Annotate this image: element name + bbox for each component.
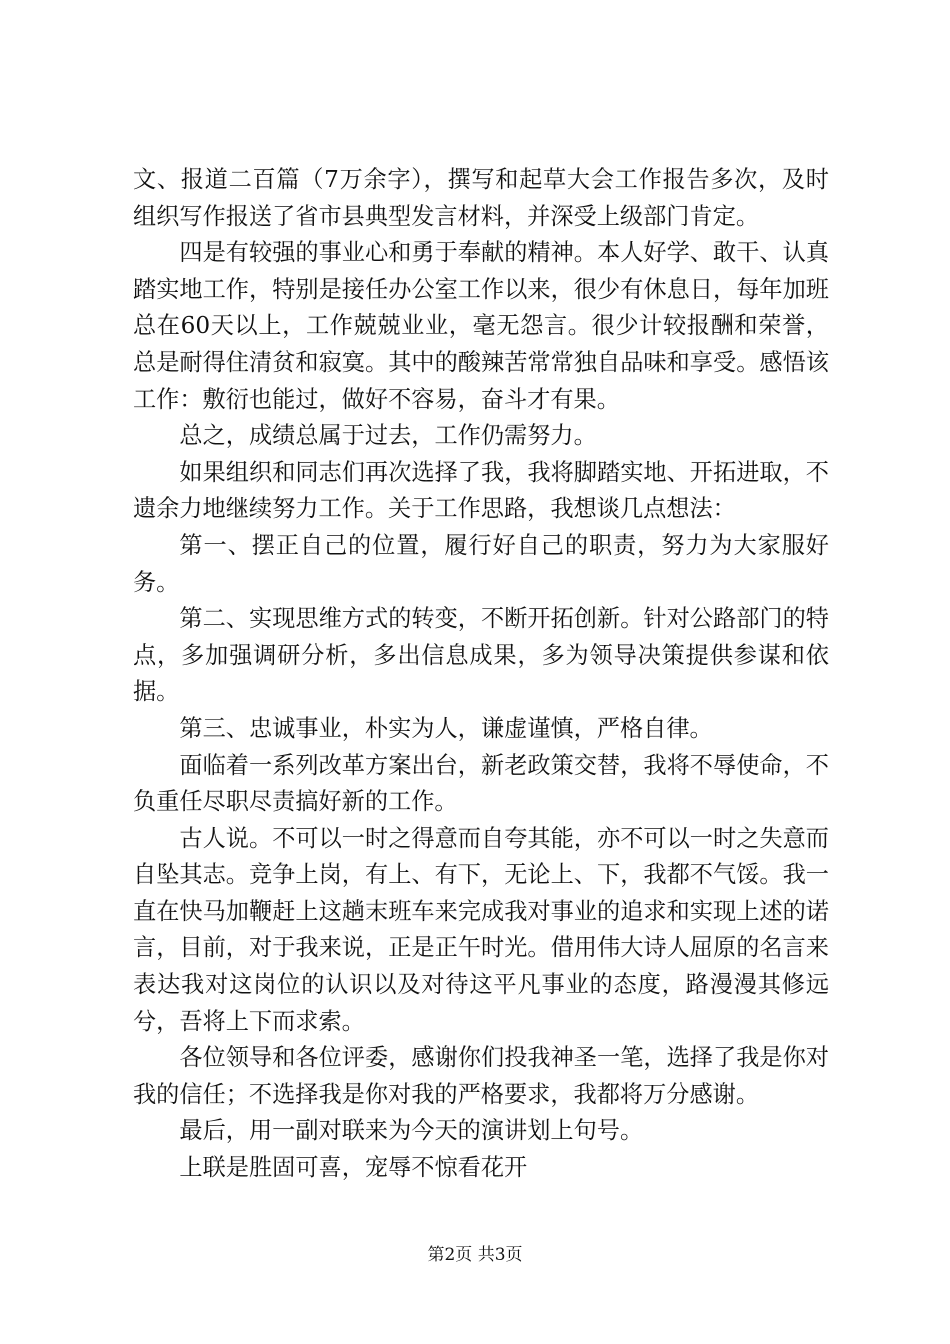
paragraph-ancient-saying: 古人说。不可以一时之得意而自夸其能，亦不可以一时之失意而自坠其志。竞争上岗，有上、有下，无论上、下，我都不气馁。我一直在快马加鞭赶上这趟末班车来完成我对事业的追求和实现上述的诺言，目前，对于我来说，正是正午时光。借用伟大诗人屈原的名言来表达我对这岗位的认识以及对待这平凡事业的态度，路漫漫其修远兮，吾将上下而求索。 (133, 824, 829, 1035)
paragraph-couplet: 上联是胜固可喜，宠辱不惊看花开 (179, 1154, 528, 1182)
paragraph-dedication: 四是有较强的事业心和勇于奉献的精神。本人好学、敢干、认真踏实地工作，特别是接任办公室工作以来，很少有休息日，每年加班总在60天以上，工作兢兢业业，毫无怨言。很少计较报酬和荣誉，总是耐得住清贫和寂寞。其中的酸辣苦常常独自品味和享受。感悟该工作：敷衍也能过，做好不容易，奋斗才有果。 (133, 239, 829, 413)
paragraph-point-two: 第二、实现思维方式的转变，不断开拓创新。针对公路部门的特点，多加强调研分析，多出信息成果，多为领导决策提供参谋和依据。 (133, 605, 829, 706)
paragraph-continuation: 文、报道二百篇（7万余字），撰写和起草大会工作报告多次，及时组织写作报送了省市县典型发言材料，并深受上级部门肯定。 (133, 166, 829, 230)
page-number-footer: 第2页 共3页 (427, 1245, 523, 1265)
paragraph-reform: 面临着一系列改革方案出台，新老政策交替，我将不辱使命，不负重任尽职尽责搞好新的工作。 (133, 751, 829, 816)
paragraph-thanks: 各位领导和各位评委，感谢你们投我神圣一笔，选择了我是你对我的信任；不选择我是你对我的严格要求，我都将万分感谢。 (133, 1044, 829, 1108)
document-body (133, 162, 829, 1187)
paragraph-work-ideas: 如果组织和同志们再次选择了我，我将脚踏实地、开拓进取，不遗余力地继续努力工作。关于工作思路，我想谈几点想法： (133, 458, 829, 523)
paragraph-closing: 最后，用一副对联来为今天的演讲划上句号。 (179, 1117, 644, 1145)
paragraph-point-one: 第一、摆正自己的位置，履行好自己的职责，努力为大家服好务。 (133, 531, 829, 596)
paragraph-point-three: 第三、忠诚事业，朴实为人，谦虚谨慎，严格自律。 (179, 714, 713, 742)
paragraph-summary: 总之，成绩总属于过去，工作仍需努力。 (179, 422, 597, 450)
